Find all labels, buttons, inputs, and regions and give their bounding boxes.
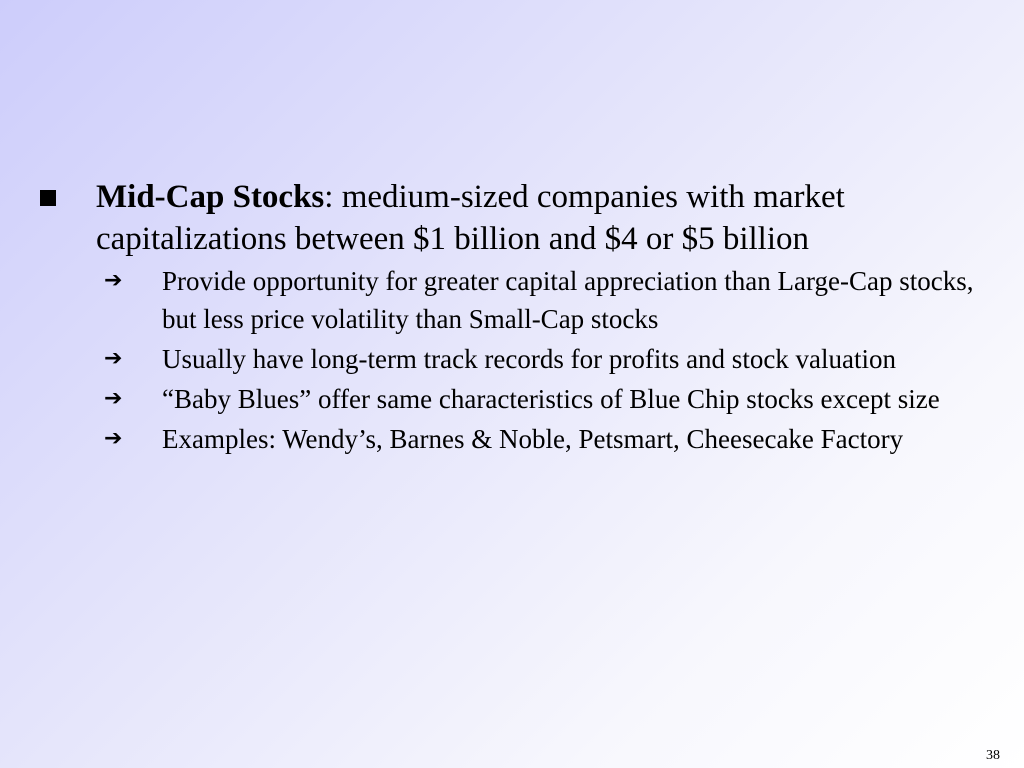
main-bullet (36, 176, 996, 460)
main-bullet-term: Mid-Cap Stocks (96, 179, 325, 215)
square-bullet-icon (40, 190, 56, 206)
sub-bullet (36, 380, 996, 418)
main-bullet-definition: : medium-sized companies with market capitalizations between $1 billion and $4 or $5 billion (96, 179, 845, 257)
arrow-right-icon: ➔ (104, 426, 123, 451)
main-bullet-row (36, 176, 996, 260)
sub-bullet-text: “Baby Blues” offer same characteristics of Blue Chip stocks except size (162, 384, 940, 414)
main-bullet-text (96, 176, 976, 260)
sub-bullet-text: Usually have long-term track records for profits and stock valuation (162, 344, 897, 374)
sub-bullet (36, 340, 996, 378)
sub-bullet-list (36, 262, 996, 458)
sub-bullet-text: Examples: Wendy’s, Barnes & Noble, Petsmart, Cheesecake Factory (162, 424, 904, 454)
arrow-right-icon: ➔ (104, 268, 123, 293)
sub-bullet-text: Provide opportunity for greater capital appreciation than Large-Cap stocks, but less price volatility than Small-Cap stocks (162, 266, 974, 334)
page-number: 38 (986, 748, 1000, 763)
arrow-right-icon: ➔ (104, 386, 123, 411)
sub-bullet (36, 262, 996, 338)
arrow-right-icon: ➔ (104, 346, 123, 371)
sub-bullet (36, 420, 996, 458)
